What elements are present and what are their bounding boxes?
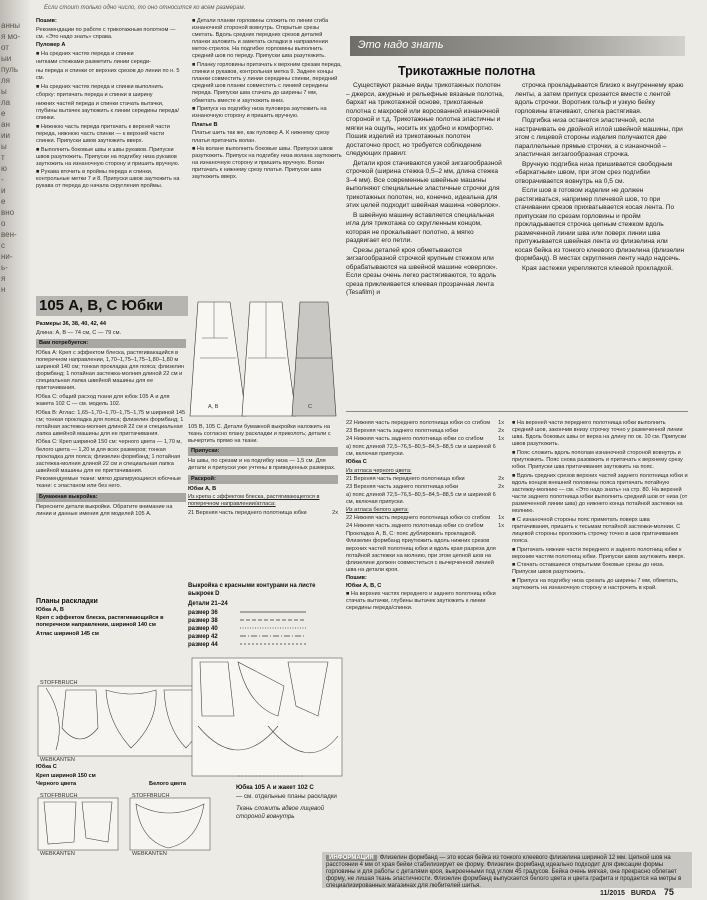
spine-fragment: я мо- xyxy=(1,32,21,41)
cut-item-text: 23 Верхняя часть заднего полотнища юбки xyxy=(346,428,459,435)
cut-item-qty: 1x xyxy=(498,515,504,522)
cut-item-text: а) пояс длиной 72,5–76,5–80,5–84,5–88,5 см и шириной 6 см, включая припуски. xyxy=(346,491,496,505)
plans-sub2-text: Креп шириной 150 см xyxy=(36,772,96,779)
info-label: ИНФОРМАЦИЯ xyxy=(326,855,377,861)
pripuski-text: На швы, по срезам и на подгибку низа — 1,5 см. Для детали и припуски уже учтены в приведенных размерах. xyxy=(188,458,336,472)
raskroy-line: 21 Верхняя часть переднего полотнища юбки xyxy=(188,509,307,516)
tips-column-2 xyxy=(515,82,685,274)
spine-fragment: ан xyxy=(1,120,10,129)
rb-col-para: ■ На верхней части переднего полотнища юбки выполнить средний шов, закончив внизу строчку точно у размеченной линии шва. Вдоль боковых швы от верха на длину по ок. 10 см. Припуски швов разутюжить. xyxy=(512,420,687,448)
cut-list-item xyxy=(346,523,504,530)
left-col-para: ■ Рукава вточить в проймы переда и спинки, контрольные метки 7 и 8. Припуски швов заутюжить на рукава от переда до начала скругления проймы. xyxy=(36,169,180,190)
cut-list-item xyxy=(346,444,504,458)
rt-col2-para: Вручную подгибка низа пришивается свободным «бархатным» швом, при этом срез подгибки отворачивается вовнутрь на 0,5 см. xyxy=(515,160,673,185)
materials-list-para: Юбка С: общий расход ткани для юбок 105 А и для жакета 102 С — см. модель 102. xyxy=(36,393,170,407)
spine-fragment: е xyxy=(1,109,6,118)
left-col-para: нитками стежками разметить линии середи- xyxy=(36,59,152,66)
legend-size-label: размер 40 xyxy=(188,626,218,632)
plans-title: Планы раскладки xyxy=(36,598,98,605)
sketch-ab-label: А, В xyxy=(208,404,219,410)
materials-column xyxy=(36,321,186,519)
left-col-para: Пошив: xyxy=(36,18,57,24)
spine-text xyxy=(1,20,27,295)
stoffbruch-label-c2: STOFFBRUCH xyxy=(132,793,170,799)
layout-plan-c-white xyxy=(128,792,218,856)
mid-col-para: ■ Планку горловины притачать к верхним срезам переда, спинки и рукавов, контрольная метка 9. Заднее концы планки совместить у линии середины спинки, передний средний шов планки совместить с линией середины переда. Припуски шва стачать до ширины 7 мм, обметать вместе и заутюжить вниз. xyxy=(192,62,342,104)
footer-page: 75 xyxy=(663,887,674,897)
materials-list-para: Юбка С: Креп шириной 150 см: черного цвета — 1,70 м, белого цвета — 1,20 м для всех размеров; тонкая прокладка для пояса; флизелин формбанд; 1 потайная застежка-молния длиной 22 см и специальная лапка швейной машины для ее пригтачивания. xyxy=(36,439,182,474)
rt-col1-para: В швейную машину вставляется специальная игла для трикотажа со скругленным концом, которая не прокалывает полотно, а мягко раздвигает его петли. xyxy=(346,211,494,244)
black-label: Черного цвета xyxy=(36,781,77,788)
page-spine xyxy=(0,0,30,900)
legend-line xyxy=(238,609,308,615)
left-col-para: сборку: притачать переда и спинки в ширину xyxy=(36,92,153,99)
spine-fragment: пуль xyxy=(1,65,18,74)
raskroy-qty: 2x xyxy=(332,509,338,516)
stoffbruch-label-c1: STOFFBRUCH xyxy=(40,793,78,799)
spine-fragment: вен- xyxy=(1,230,17,239)
left-col-para: ■ На средних частях переда и спинки выполнить xyxy=(36,83,164,90)
webkanten-label: WEBKANTEN xyxy=(40,757,75,762)
caption2-note: Ткань сложить вдвое лицевой стороной вовнутрь xyxy=(236,805,325,820)
caption2-text: — см. отдельные планы раскладки xyxy=(236,793,337,801)
skirt-c-caption xyxy=(236,784,344,822)
spine-fragment: о xyxy=(1,219,6,228)
pattern-pieces xyxy=(188,656,348,780)
layout-plan-c-black xyxy=(36,792,126,856)
page-footer xyxy=(600,887,674,897)
cut-item-text: 22 Нижняя часть переднего полотнища юбки со сгибом xyxy=(346,420,491,426)
spine-fragment: ы xyxy=(1,87,7,96)
cut-list-item xyxy=(346,492,504,506)
layout-plans xyxy=(36,598,186,639)
mid-col-para: ■ На волане выполнить боковые швы. Припуски швов разутюжить. Припуск на подгибку низа волана заутюжить на изнаночную сторону и пришить вручную. Волан притачать к нижнему срезу платья. Припуски шва заутюжить вверх. xyxy=(192,146,342,181)
cut-item-text: Прокладка А, В, С: пояс дублировать прокладкой. Флизелин формбанд приутюжить вдоль нижних срезов верхних частей полотнищ юбки и вдоль края разреза для потайной застежки на молнию, при этом цепной шов на флизелине должен совместиться с вычерченной линией шва на детали кроя. xyxy=(346,531,496,573)
sizes: Размеры 36, 38, 40, 42, 44 xyxy=(36,321,107,327)
left-col-para: Пуловер А xyxy=(36,42,66,49)
webkanten-label-c2: WEBKANTEN xyxy=(132,851,167,856)
cut-item-qty: 1x xyxy=(498,523,504,530)
footer-issue: 11/2015 xyxy=(600,890,625,897)
spine-fragment: ь- xyxy=(1,263,8,272)
materials-list-para: Юбка В: Атлас: 1,65–1,70–1,70–1,75–1,75 м шириной 145 см; тонкая прокладка для пояса; флизелин формбанд; 1 потайная застежка-молния длиной 22 см и специальная лапка швейной машины для ее пригтачивания. xyxy=(36,409,186,437)
rb-col-para: ■ Стачать оставшиеся открытыми боковые срезы до низа. Припуски швов разутюжить. xyxy=(512,562,665,576)
spine-fragment: и xyxy=(1,186,6,195)
legend-size-row xyxy=(188,617,308,625)
legend-size-row xyxy=(188,633,308,641)
legend-size-row xyxy=(188,609,308,617)
spine-fragment: ла xyxy=(1,98,11,107)
plans-sub1-text2: Атлас шириной 145 см xyxy=(36,630,99,637)
rt-col2-para: Если шов в готовом изделии не должен растягиваться, например плечевой шов, то при стачивании срезов прихватывается косая лента. По припускам по срезам горловины и пройм прокладывается строчка цепным стежком вдоль размеченной линии шва или поверх линии шва притужывается швейная лента из флизелина или косая бейка из тонкого клеевого флизелина (флизелин формбанд). В местах скругления ленту надо надсечь. xyxy=(515,187,685,262)
materials-list xyxy=(36,350,186,491)
legend-size-label: размер 36 xyxy=(188,610,218,616)
cut-item-text: Пошив: xyxy=(346,574,367,581)
legend-size-label: размер 38 xyxy=(188,618,218,624)
section-title: 105 А, В, С Юбки xyxy=(39,297,163,314)
spine-fragment: ии xyxy=(1,131,10,140)
paper-title: Бумажная выкройка: xyxy=(36,493,186,502)
cut-list-item xyxy=(346,436,504,443)
legend-sizes xyxy=(188,609,338,649)
cut-list-column xyxy=(346,420,504,613)
info-text xyxy=(326,855,688,890)
mid-col-para: ■ Припуск на подгибку низа пуловера заутюжить на изнаночную сторону и пришить вручную. xyxy=(192,106,327,120)
spine-fragment: от xyxy=(1,43,9,52)
rb-col-para: ■ Притачать нижние части переднего и заднего полотнищ юбки к верхним частям полотнищ юбки. Припуски швов заутюжить вверх. xyxy=(512,546,686,560)
pripuski-title: Припуски: xyxy=(188,447,338,456)
paper-text: Пересните детали выкройки. Обратите внимание на линии и данные имения для моделей 105 А. xyxy=(36,503,173,517)
legend-size-label: размер 42 xyxy=(188,634,218,640)
info-body: Флизелин формбанд — это косая бейка из тонкого клеевого флизелина шириной 12 мм. Цепной шов на расстоянии 4 мм от края бейки стабилизирует ее форму. Флизелин формбанд идеально подходит для фиксации формы горловины и для работы с деталями кроя, выкроенными под углом 45 градусов. Бейка очень мягкая, она прекрасно облегает форму, не лишая ткань эластичности. Флизелин формбанд выпускается белого цвета и цвета графита и продается на метры в специализированных магазинах для любителей шитья. xyxy=(326,855,682,889)
raskroy-text: Из крепа с эффектом блеска, растягивающегося в поперечном направлении/атласа: xyxy=(188,494,320,508)
cut-item-qty: 1x xyxy=(498,420,504,426)
footer-brand: BURDA xyxy=(630,890,656,897)
fold-line xyxy=(236,770,306,782)
mid-col-para: Платье В xyxy=(192,121,218,128)
legend-line xyxy=(238,617,308,623)
rt-col1-para: Существуют разные виды трикотажных полотен – джерси, ажурные и рельефные вязаные полотна, бархат на трикотажной основе, трикотажные полотна с махровой или ворсованной изнаночной стороной и т.д. Трикотажные полотна эластичны и мягки на ощупь, носить их удобно и комфортно. Пошив изделий из трикотажных полотен достаточно прост, но требуется соблюдение следующих правил: xyxy=(346,82,504,157)
lengths: Длина: А, В — 74 см, С — 79 см. xyxy=(36,329,121,336)
cut-item-qty: 2x xyxy=(498,483,504,490)
cut-list-item xyxy=(346,507,504,514)
legend-line xyxy=(238,633,308,639)
cut-list-item xyxy=(346,575,504,582)
spine-fragment: - xyxy=(1,175,4,184)
cut-list-item xyxy=(346,459,504,466)
rt-col1-para: Срезы деталей кроя обметываются зигзагообразной строчкой крупным стежком или обрабатываются на швейной машине «оверлок». Если срезы очень легко растягиваются, то вдоль среза приклеивается клеевая прозрачная лента (Tesafilm) и xyxy=(346,246,498,296)
rt-col1-para: Детали кроя стачиваются узкой зигзагообразной строчкой (ширина стежка 0,5–2 мм, длина стежка 3–4 мм). Все современные швейные машины выполняют специальные эластичные строчки для трикотажных полотен, но, конечно, идеальна для этих целей подходит швейная машина «оверлок». xyxy=(346,159,502,209)
rt-col2-para: Края застежки укрепляются клеевой прокладкой. xyxy=(522,264,673,272)
cut-list-item xyxy=(346,515,504,522)
left-col-para: ■ Нижнюю часть переда притачать к верхней части переда, нижнюю часть спинки — к верхней части спинки. Припуски швов заутюжить вверх. xyxy=(36,123,170,144)
spine-fragment: анны xyxy=(1,21,21,30)
rb-col-para: ■ Вдоль средних срезов верхних частей заднего полотнища юбки и вдоль концов внешней половины пояса притачать потайную застежку-молнию — см. «Это надо знать» на стр. 80. На верхней части заднего полотнища юбки выполнить средний шов от низа (от размеченной линии шва) до нижнего конца потайной застежки на молнию. xyxy=(512,472,688,515)
webkanten-label-c1: WEBKANTEN xyxy=(40,851,75,856)
middle-lower-column xyxy=(188,424,338,517)
legend-size-row xyxy=(188,641,308,649)
cut-item-text: а) пояс длиной 72,5–76,5–80,5–84,5–88,5 см и шириной 6 см, включая припуски. xyxy=(346,444,496,458)
caption2-title: Юбка 105 А и жакет 102 С xyxy=(236,784,314,791)
cut-item-text: ■ На верхних частях переднего и заднего полотнищ юбки стачать вытачки, глубины вытачек заутюжить к линии середины переда/спинки. xyxy=(346,591,496,612)
cut-item-qty: 2x xyxy=(498,475,504,482)
left-col-para: ■ Выполнить боковые швы и швы рукавов. Припуски швов разутюжить. Припуски на подгибку низа рукавов заутюжить на изнаночную сторону и пришить вручную. xyxy=(36,146,180,167)
sewing-steps-column xyxy=(512,420,688,594)
mid-col-para: ■ Детали планки горловины сложить по линии сгиба изнаночной стороной вовнутрь. Открытые срезы сметать. Вдоль средних передних срезов деталей планки заложить и заметать складки в направлении меток-стрелок. На подгибке горловины выполнить средний шов по переду. Припуски шва разутюжить. xyxy=(192,18,329,60)
cut-list-item xyxy=(346,468,504,475)
spine-fragment: ыи xyxy=(1,54,12,63)
spine-fragment: с xyxy=(1,241,5,250)
legend-size-row xyxy=(188,625,308,633)
cut-list-item xyxy=(346,591,504,612)
tips-heading: Трикотажные полотна xyxy=(398,64,536,78)
pattern-legend xyxy=(188,582,338,649)
spine-fragment: т xyxy=(1,153,5,162)
cut-item-text: 23 Верхняя часть заднего полотнища юбки xyxy=(346,483,459,490)
tips-column-1 xyxy=(346,82,506,299)
cut-list-item xyxy=(346,420,504,427)
left-col-para: Рекомендации по работе с трикотажным полотном — см. «Это надо знать» справа. xyxy=(36,26,176,40)
cut-list-item xyxy=(346,531,504,574)
cut-item-text: Из атласа белого цвета: xyxy=(346,507,409,514)
spine-fragment: е xyxy=(1,197,6,206)
rb-col-para: ■ Пояс сложить вдоль пополам изнаночной стороной вовнутрь и приутюжить. Пояс снова разовжить и притачать к верхнему срезу юбки. Припуски шва притачивания заутюжить на пояс. xyxy=(512,449,683,471)
tips-banner-label: Это надо знать xyxy=(358,39,444,51)
cut-item-text: Юбка С xyxy=(346,459,367,466)
caption-layout: 105 В, 105 С. Детали бумажной выкройки наложить на ткань согласно плану раскладки и приколоть; детали с вычертить прямо на ткани. xyxy=(188,424,331,445)
cut-list-item xyxy=(346,484,504,491)
cut-item-text: Из атласа черного цвета: xyxy=(346,467,412,474)
divider xyxy=(346,411,688,412)
middle-column xyxy=(192,18,342,183)
spine-fragment: ы xyxy=(1,142,7,151)
spine-fragment: ю xyxy=(1,164,7,173)
materials-list-para: Рекомендуемые ткани: мягко драпирующиеся юбочные ткани: с эластаном или без него. xyxy=(36,476,181,490)
cut-list-item xyxy=(346,428,504,435)
spine-fragment: вно xyxy=(1,208,15,217)
cut-item-text: Юбки А, В, С xyxy=(346,582,382,589)
raskroy-sub: Юбки А, В xyxy=(188,485,217,492)
layout-plans-c xyxy=(36,764,206,788)
left-col-para: ■ На средних частях переда и спинки xyxy=(36,50,134,57)
raskroy-title: Раскрой: xyxy=(188,475,338,484)
cut-item-text: 22 Нижняя часть переднего полотнища юбки со сгибом xyxy=(346,515,491,522)
cut-item-qty: 1x xyxy=(498,436,504,443)
rb-col-para: ■ Припуск на подгибку низа срезать до ширины 7 мм, обметать, заутюжить на изнаночную сторону и настрочить в край. xyxy=(512,577,679,592)
cut-item-qty: 2x xyxy=(498,428,504,435)
tips-banner xyxy=(350,36,685,56)
spine-fragment: я xyxy=(1,274,6,283)
legend-line xyxy=(238,625,308,631)
mid-col-para: Платье шить так же, как пуловер А. К нижнему срезу платья притачать волан. xyxy=(192,130,330,144)
rt-col2-para: строчка прокладывается близко к внутреннему краю ленты, а затем припуск срезается вместе с лентой вдоль строчки. Воротник гольф и узкую бейку горловины втачивают, слегка растягивая. xyxy=(515,82,684,115)
plans-sub1: Юбка А, В xyxy=(36,606,64,613)
rt-col2-para: Подгибка низа останется эластичной, если настрачивать ее двойной иглой швейной машины, при этом с лицевой стороны изделия получаются две параллельные прямые строчки, а с изнаночной – эластичная зигзагообразная строчка. xyxy=(515,117,683,158)
left-column xyxy=(36,18,181,192)
sketch-c-label: С xyxy=(308,404,312,410)
skirt-sketches xyxy=(188,298,338,422)
spine-fragment: н xyxy=(1,285,6,294)
spine-fragment: ля xyxy=(1,76,10,85)
cut-item-text: 24 Нижняя часть заднего полотнища юбки со сгибом xyxy=(346,436,484,443)
top-note: Если стоит только одно число, то оно относится ко всем размерам. xyxy=(44,5,246,11)
plans-sub2: Юбка С xyxy=(36,764,57,770)
section-header xyxy=(36,296,188,316)
materials-title: Вам потребуется: xyxy=(36,339,186,348)
spine-fragment: ни- xyxy=(1,252,13,261)
white-label: Белого цвета xyxy=(149,781,186,788)
legend-size-label: размер 44 xyxy=(188,642,218,648)
cut-list-item xyxy=(346,476,504,483)
cut-item-text: 21 Верхняя часть переднего полотнища юбки xyxy=(346,475,465,482)
legend-line xyxy=(238,641,308,647)
info-box xyxy=(322,852,692,888)
left-col-para: нижних частей переда и спинки стачать вытачки, глубины вытачек заутюжить к линии середины переда/спинки. xyxy=(36,100,180,122)
left-col-para: ны переда и спинки от верхних срезов до линии по н. 5 см. xyxy=(36,68,180,82)
rb-col-para: ■ С изнаночной стороны пояс приметать поверх шва притачивания, пришить к тесьмам потайной застежки-молнии. С лицевой стороны проложить строчку точно в шов притачивания пояса. xyxy=(512,516,681,544)
cut-list-item xyxy=(346,583,504,590)
materials-list-para: Юбка А: Креп с эффектом блеска, растягивающийся в поперечном направлении, 1,70–1,75–1,75–1,80–1,80 м шириной 140 см; тонкая прокладка для пояса; флизелин формбанд; 1 потайная застежка-молния длиной 22 см и специальная лапка швейной машины для ее пригтачивания. xyxy=(36,349,185,392)
stoffbruch-label: STOFFBRUCH xyxy=(40,680,78,686)
legend-parts: Детали 21–24 xyxy=(188,600,228,607)
plans-sub1-text: Креп с эффектом блеска, растягивающийся в поперечном направлении, шириной 140 см xyxy=(36,615,164,629)
legend-title: Выкройка с красными контурами на листе выкроек D xyxy=(188,583,316,597)
cut-item-text: 24 Нижняя часть заднего полотнища юбки со сгибом xyxy=(346,523,484,530)
